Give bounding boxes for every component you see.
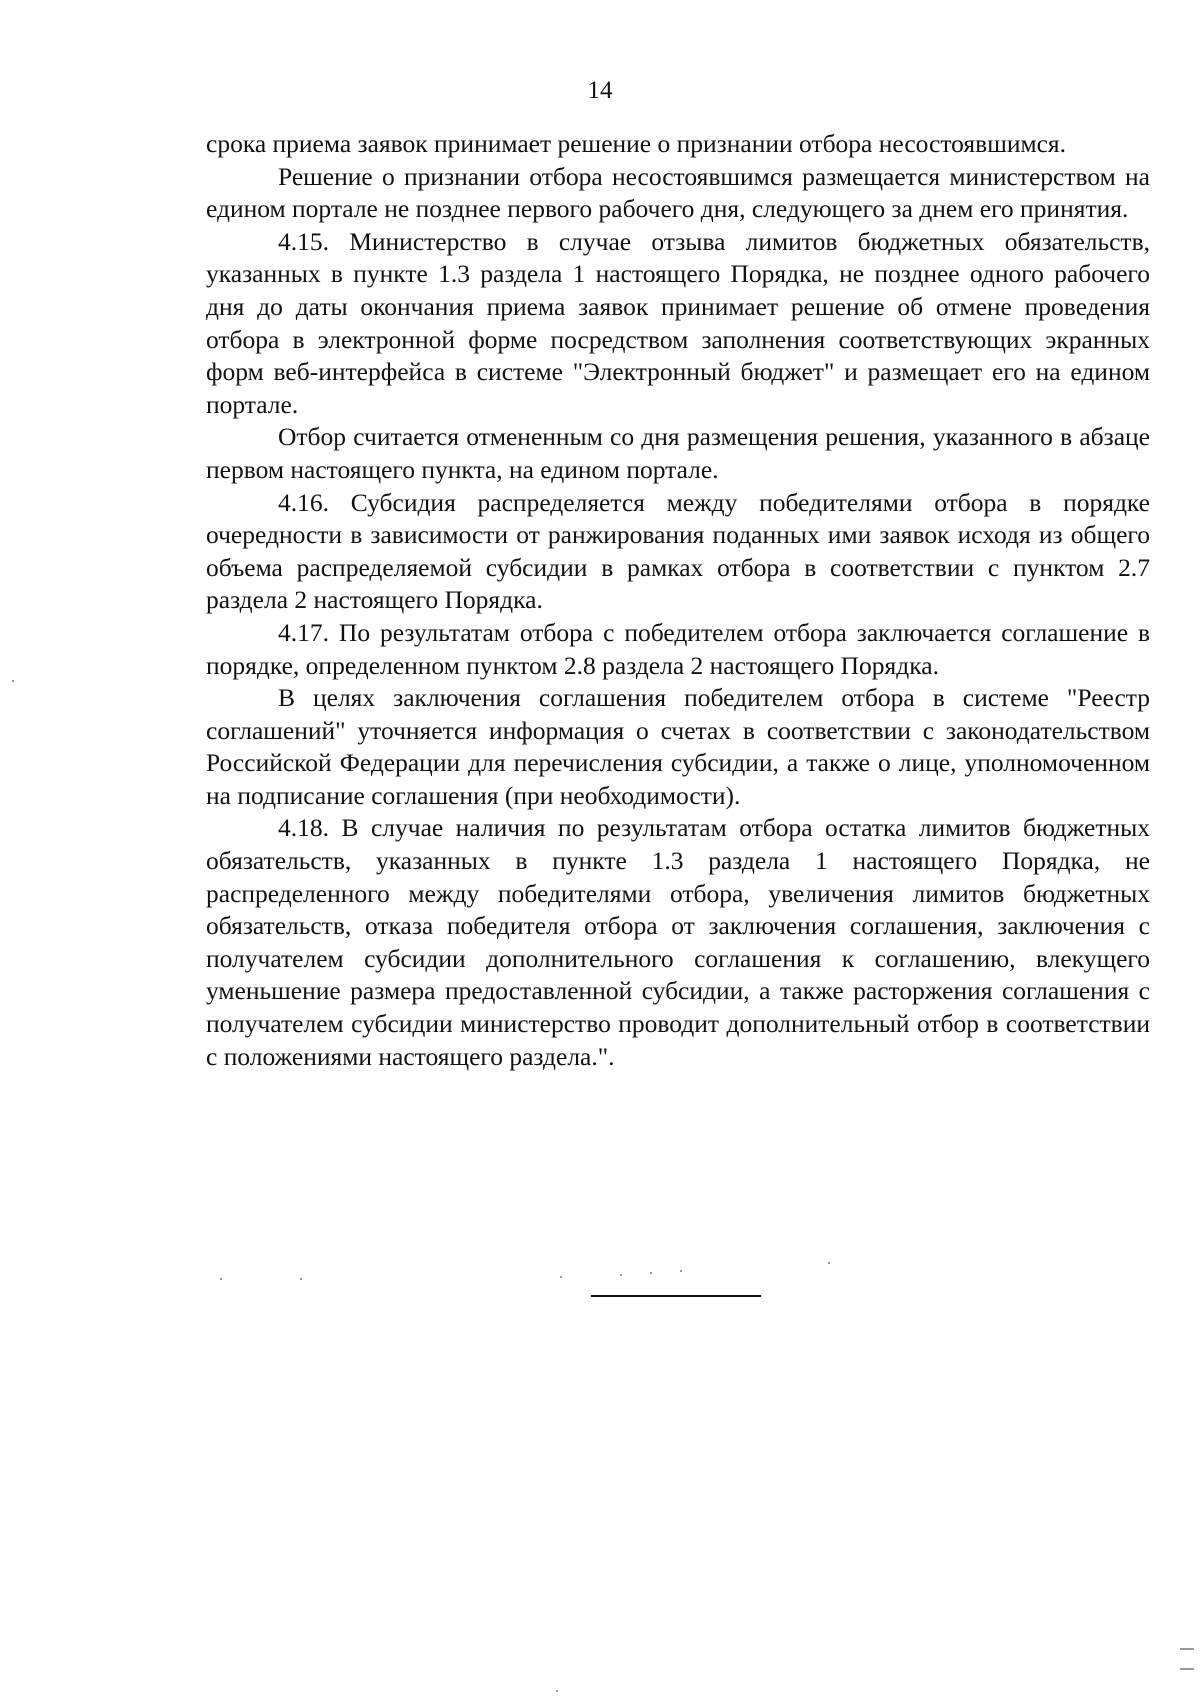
document-body (206, 128, 1150, 1073)
end-divider-line (591, 1295, 761, 1297)
paragraph-4-16: 4.16. Субсидия распределяется между победителями отбора в порядке очередности в зависимости от ранжирования поданных ими заявок исходя из общего объема распределяемой субсидии в рамках отбора в соответствии с пунктом 2.7 раздела 2 настоящего Порядка. (206, 487, 1150, 615)
paragraph-continuation: срока приема заявок принимает решение о признании отбора несостоявшимся. (206, 129, 1067, 158)
scan-speck (300, 1278, 302, 1280)
scan-speck (828, 1262, 830, 1264)
scan-edge-mark (1180, 1648, 1194, 1650)
scan-edge-mark (1180, 1668, 1194, 1670)
scan-speck (620, 1274, 622, 1276)
page-number: 14 (587, 77, 613, 104)
paragraph-4-15: 4.15. Министерство в случае отзыва лимитов бюджетных обязательств, указанных в пункте 1.3 раздела 1 настоящего Порядка, не позднее одного рабочего дня до даты окончания приема заявок принимает решение об отмене проведения отбора в электронной форме посредством заполнения соответствующих экранных форм веб-интерфейса в системе "Электронный бюджет" и размещает его на едином портале. (206, 226, 1150, 419)
scan-speck (556, 1690, 558, 1692)
paragraph-decision-publication: Решение о признании отбора несостоявшимся размещается министерством на едином портале не позднее первого рабочего дня, следующего за днем его принятия. (206, 161, 1150, 224)
paragraph-4-17: 4.17. По результатам отбора с победителем отбора заключается соглашение в порядке, определенном пунктом 2.8 раздела 2 настоящего Порядка. (206, 617, 1150, 680)
scan-speck (220, 1278, 222, 1280)
paragraph-selection-cancelled: Отбор считается отмененным со дня размещения решения, указанного в абзаце первом настоящего пункта, на едином портале. (206, 422, 1150, 484)
scan-speck (650, 1272, 652, 1274)
scan-speck (680, 1270, 682, 1272)
paragraph-4-18: 4.18. В случае наличия по результатам отбора остатка лимитов бюджетных обязательств, указанных в пункте 1.3 раздела 1 настоящего Порядка, не распределенного между победителями отбора, увеличения лимитов бюджетных обязательств, отказа победителя отбора от заключения соглашения, заключения с получателем субсидии дополнительного соглашения к соглашению, влекущего уменьшение размера предоставленной субсидии, а также расторжения соглашения с получателем субсидии министерство проводит дополнительный отбор в соответствии с положениями настоящего раздела.". (206, 813, 1150, 1071)
scan-speck (560, 1276, 562, 1278)
scan-speck (12, 680, 14, 682)
paragraph-agreement-registry: В целях заключения соглашения победителем отбора в системе "Реестр соглашений" уточняется информация о счетах в соответствии с законодательством Российской Федерации для перечисления субсидии, а также о лице, уполномоченном на подписание соглашения (при необходимости). (206, 683, 1150, 810)
